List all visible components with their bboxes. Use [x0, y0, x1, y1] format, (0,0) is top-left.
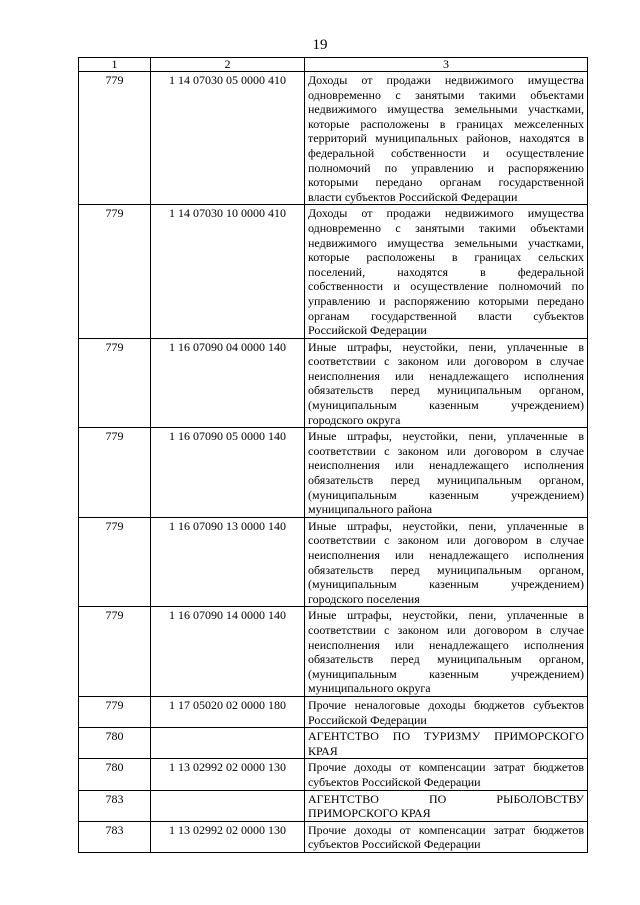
- admin-code-cell: 783: [79, 821, 151, 852]
- description-line: Прочие доходы от компенсации затрат бюджетов: [308, 760, 584, 775]
- description-line: соответствии с законом или договором в случае: [308, 354, 584, 369]
- revenue-description-cell: [305, 72, 588, 205]
- description-line: неисполнения или ненадлежащего исполнения: [308, 368, 584, 383]
- description-line: муниципального района: [308, 502, 433, 517]
- description-line: обязательств перед муниципальным органом,: [308, 383, 584, 398]
- description-line: неисполнения или ненадлежащего исполнения: [308, 637, 584, 652]
- description-line: (муниципальным казенным учреждением): [308, 398, 584, 413]
- revenue-description-cell: [305, 517, 588, 607]
- budget-classification-code-cell: 1 13 02992 02 0000 130: [151, 759, 305, 790]
- description-line: Иные штрафы, неустойки, пени, уплаченные в: [308, 429, 584, 444]
- description-line: субъектов Российской Федерации: [308, 837, 481, 852]
- description-line: АГЕНТСТВО ПО РЫБОЛОВСТВУ: [308, 791, 584, 806]
- description-line: Доходы от продажи недвижимого имущества: [308, 206, 584, 221]
- admin-code-cell: 780: [79, 728, 151, 759]
- table-row: [79, 72, 588, 205]
- admin-code-cell: 779: [79, 607, 151, 697]
- description-line: Российской Федерации: [308, 323, 427, 338]
- description-line: Иные штрафы, неустойки, пени, уплаченные в: [308, 518, 584, 533]
- column-header-1: 1: [79, 58, 151, 72]
- revenue-description-cell: [305, 759, 588, 790]
- budget-classification-code-cell: 1 14 07030 10 0000 410: [151, 205, 305, 338]
- description-line: одновременно с занятыми такими объектами: [308, 87, 584, 102]
- description-line: Российской Федерации: [308, 712, 427, 727]
- description-line: ПРИМОРСКОГО КРАЯ: [308, 806, 431, 821]
- description-line: поселений, находятся в федеральной: [308, 264, 584, 279]
- admin-code-cell: 779: [79, 338, 151, 428]
- column-header-3: 3: [305, 58, 588, 72]
- description-line: Иные штрафы, неустойки, пени, уплаченные в: [308, 608, 584, 623]
- description-line: власти субъектов Российской Федерации: [308, 189, 518, 204]
- table-header-row: [79, 58, 588, 72]
- revenue-description-cell: [305, 607, 588, 697]
- description-line: которые расположены в границах межселенных: [308, 116, 584, 131]
- description-line: КРАЯ: [308, 743, 338, 758]
- description-line: управлению и распоряжению которыми передано: [308, 293, 584, 308]
- description-line: обязательств перед муниципальным органом,: [308, 473, 584, 488]
- description-line: которыми передано органам государственной: [308, 175, 584, 190]
- table-row: [79, 428, 588, 518]
- admin-code-cell: 779: [79, 72, 151, 205]
- description-line: соответствии с законом или договором в случае: [308, 622, 584, 637]
- admin-code-cell: 779: [79, 517, 151, 607]
- revenue-description-cell: [305, 205, 588, 338]
- table-row: [79, 607, 588, 697]
- table-row: [79, 821, 588, 852]
- budget-classification-code-cell: [151, 728, 305, 759]
- description-line: муниципального округа: [308, 681, 431, 696]
- description-line: полномочий по управлению и распоряжению: [308, 160, 584, 175]
- table-row: [79, 338, 588, 428]
- description-line: неисполнения или ненадлежащего исполнения: [308, 548, 584, 562]
- description-line: собственности и осуществление полномочий по: [308, 279, 584, 294]
- budget-classification-code-cell: 1 16 07090 14 0000 140: [151, 607, 305, 697]
- admin-code-cell: 780: [79, 759, 151, 790]
- revenue-description-cell: [305, 790, 588, 821]
- table-row: [79, 790, 588, 821]
- description-line: соответствии с законом или договором в случае: [308, 443, 584, 458]
- budget-classification-code-cell: 1 13 02992 02 0000 130: [151, 821, 305, 852]
- description-line: обязательств перед муниципальным органом,: [308, 562, 584, 577]
- table-row: [79, 759, 588, 790]
- budget-classification-code-cell: 1 16 07090 04 0000 140: [151, 338, 305, 428]
- description-line: Доходы от продажи недвижимого имущества: [308, 73, 584, 87]
- description-line: федеральной собственности и осуществление: [308, 145, 584, 160]
- table-row: [79, 517, 588, 607]
- description-line: субъектов Российской Федерации: [308, 774, 481, 789]
- description-line: АГЕНТСТВО ПО ТУРИЗМУ ПРИМОРСКОГО: [308, 729, 584, 744]
- admin-code-cell: 779: [79, 205, 151, 338]
- revenue-description-cell: [305, 696, 588, 727]
- revenue-description-cell: [305, 728, 588, 759]
- budget-classification-code-cell: 1 14 07030 05 0000 410: [151, 72, 305, 205]
- admin-code-cell: 783: [79, 790, 151, 821]
- revenue-description-cell: [305, 428, 588, 518]
- description-line: (муниципальным казенным учреждением): [308, 666, 584, 681]
- description-line: обязательств перед муниципальным органом,: [308, 652, 584, 667]
- budget-classification-code-cell: [151, 790, 305, 821]
- description-line: городского поселения: [308, 591, 420, 606]
- description-line: неисполнения или ненадлежащего исполнения: [308, 458, 584, 473]
- admin-code-cell: 779: [79, 428, 151, 518]
- description-line: органам государственной власти субъектов: [308, 308, 584, 323]
- revenue-codes-table: [78, 57, 588, 853]
- table-row: [79, 696, 588, 727]
- description-line: городского округа: [308, 412, 401, 427]
- admin-code-cell: 779: [79, 696, 151, 727]
- revenue-description-cell: [305, 821, 588, 852]
- description-line: территорий муниципальных районов, находятся в: [308, 131, 584, 146]
- description-line: (муниципальным казенным учреждением): [308, 577, 584, 592]
- table-row: [79, 205, 588, 338]
- description-line: Прочие доходы от компенсации затрат бюджетов: [308, 822, 584, 837]
- description-line: соответствии с законом или договором в случае: [308, 533, 584, 548]
- budget-classification-code-cell: 1 17 05020 02 0000 180: [151, 696, 305, 727]
- description-line: недвижимого имущества земельными участками,: [308, 235, 584, 250]
- revenue-description-cell: [305, 338, 588, 428]
- table-row: [79, 728, 588, 759]
- column-header-2: 2: [151, 58, 305, 72]
- description-line: недвижимого имущества земельными участками,: [308, 102, 584, 117]
- budget-classification-code-cell: 1 16 07090 13 0000 140: [151, 517, 305, 607]
- budget-classification-code-cell: 1 16 07090 05 0000 140: [151, 428, 305, 518]
- description-line: (муниципальным казенным учреждением): [308, 487, 584, 502]
- description-line: Иные штрафы, неустойки, пени, уплаченные в: [308, 339, 584, 354]
- page-number: 19: [312, 37, 328, 53]
- description-line: одновременно с занятыми такими объектами: [308, 220, 584, 235]
- description-line: Прочие неналоговые доходы бюджетов субъектов: [308, 697, 584, 712]
- description-line: которые расположены в границах сельских: [308, 250, 584, 265]
